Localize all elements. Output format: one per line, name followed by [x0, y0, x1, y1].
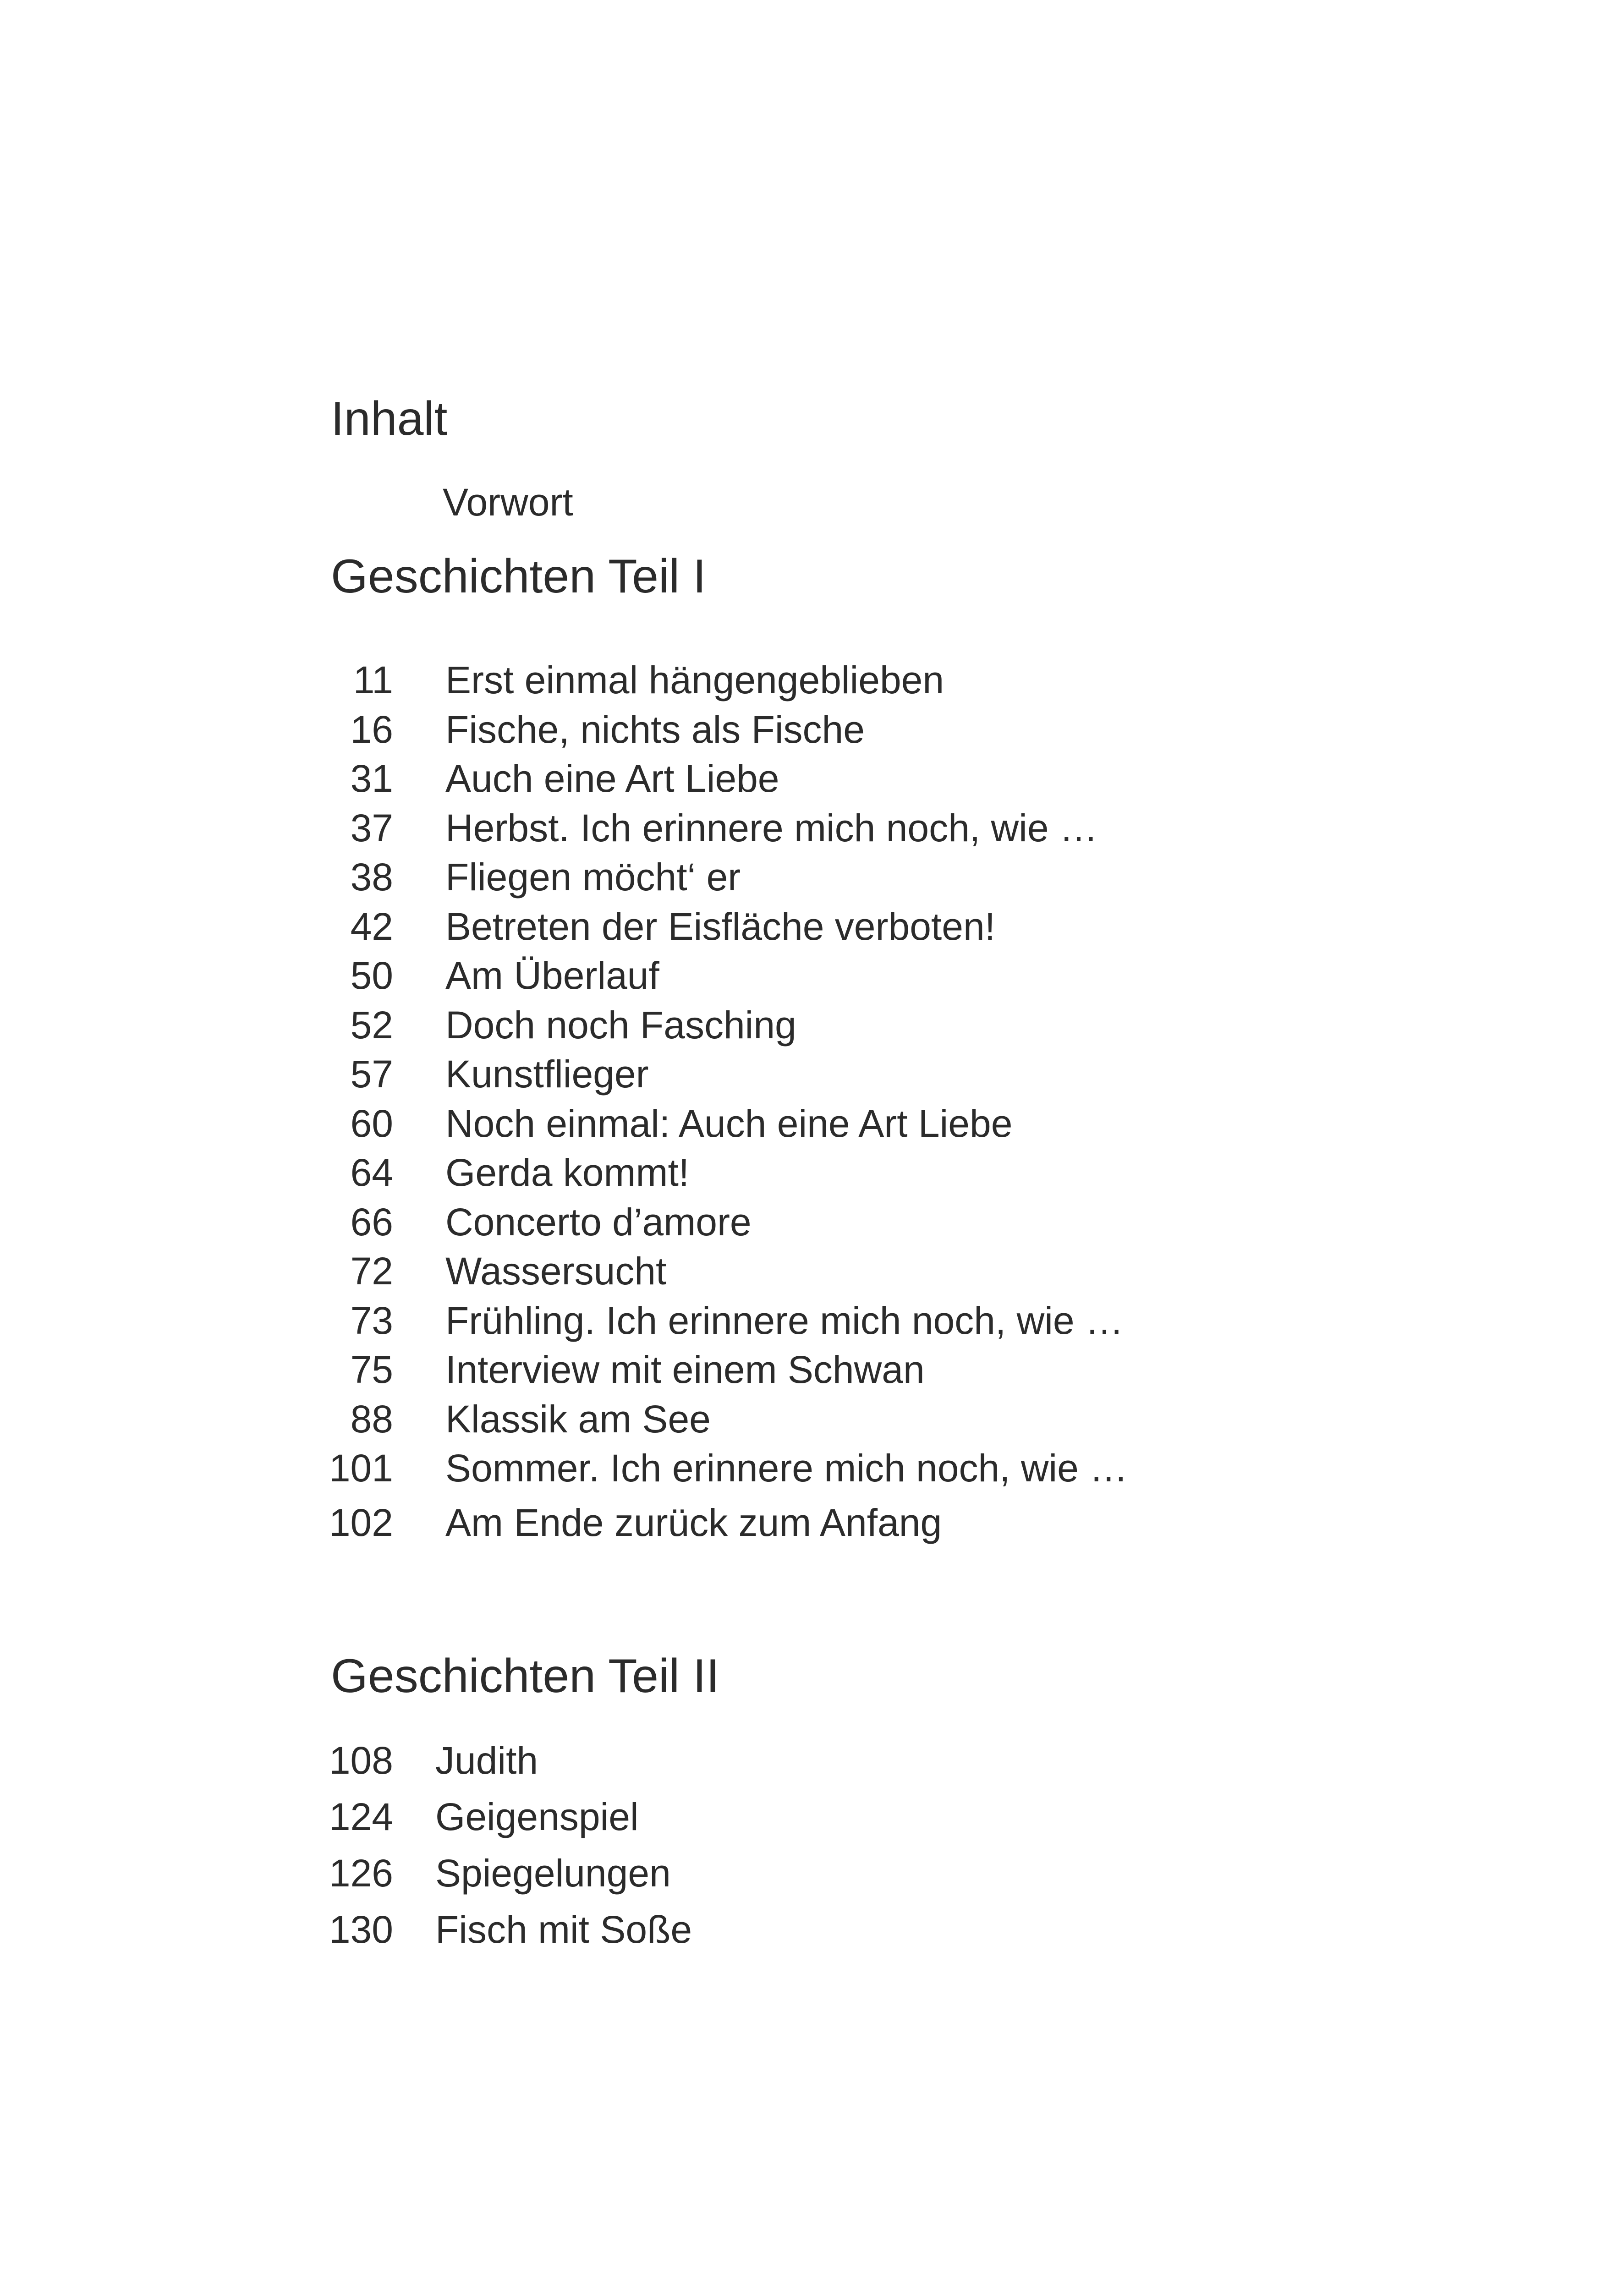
toc-entry: [0, 1795, 1624, 1854]
toc-list-part1: [0, 658, 1624, 1552]
toc-page-number: 72: [350, 1250, 393, 1293]
toc-entry: [0, 1854, 1624, 1910]
toc-entry: [0, 759, 1624, 809]
toc-page-number: 126: [329, 1852, 393, 1895]
toc-entry: [0, 855, 1624, 907]
toc-entry: [0, 707, 1624, 760]
toc-page-number: 50: [350, 954, 393, 997]
toc-entry-title: Geigenspiel: [435, 1795, 639, 1838]
toc-entry-title: Concerto d’amore: [445, 1200, 752, 1244]
toc-entry-title: Fische, nichts als Fische: [445, 707, 865, 751]
toc-entry-title: Klassik am See: [445, 1397, 711, 1441]
toc-entry: [0, 1252, 1624, 1301]
toc-entry: [0, 904, 1624, 957]
toc-entry-title: Auch eine Art Liebe: [445, 757, 779, 800]
toc-entry: [0, 1104, 1624, 1154]
toc-entry-title: Herbst. Ich erinnere mich noch, wie …: [445, 806, 1098, 850]
toc-entry-title: Kunstflieger: [445, 1052, 649, 1096]
toc-entry: [0, 1301, 1624, 1351]
toc-entry: [0, 1741, 1624, 1798]
toc-page-number: 102: [329, 1501, 393, 1544]
toc-entry-title: Betreten der Eisfläche verboten!: [445, 904, 996, 948]
toc-entry-preface: Vorwort: [443, 481, 573, 524]
section-heading-part2: Geschichten Teil II: [331, 1650, 719, 1703]
toc-entry-title: Fisch mit Soße: [435, 1908, 692, 1951]
toc-page-number: 88: [350, 1397, 393, 1441]
toc-entry-title: Gerda kommt!: [445, 1151, 690, 1194]
toc-page-number: 75: [350, 1348, 393, 1391]
toc-page-number: 16: [350, 707, 393, 751]
toc-entry: [0, 1503, 1624, 1553]
toc-page-number: 64: [350, 1151, 393, 1194]
toc-page-number: 31: [350, 757, 393, 800]
toc-page-number: 38: [350, 855, 393, 899]
toc-page-number: 37: [350, 806, 393, 850]
toc-entry-title: Judith: [435, 1739, 538, 1782]
toc-page-number: 57: [350, 1052, 393, 1096]
toc-entry-title: Sommer. Ich erinnere mich noch, wie …: [445, 1447, 1128, 1490]
toc-entry-title: Frühling. Ich erinnere mich noch, wie …: [445, 1299, 1124, 1342]
toc-page-number: 130: [329, 1908, 393, 1951]
toc-entry-title: Erst einmal hängengeblieben: [445, 658, 944, 702]
toc-page-number: 108: [329, 1739, 393, 1782]
toc-entry: [0, 658, 1624, 710]
page-title: Inhalt: [331, 392, 448, 445]
toc-page-number: 42: [350, 904, 393, 948]
toc-entry: [0, 1200, 1624, 1252]
toc-entry-title: Wassersucht: [445, 1250, 667, 1293]
toc-entry-title: Fliegen möcht‘ er: [445, 855, 741, 899]
toc-entry-title: Am Ende zurück zum Anfang: [445, 1501, 942, 1544]
toc-page-number: 11: [353, 658, 393, 702]
toc-page-number: 124: [329, 1795, 393, 1838]
toc-page-number: 52: [350, 1003, 393, 1047]
toc-entry-title: Noch einmal: Auch eine Art Liebe: [445, 1102, 1013, 1145]
toc-entry: [0, 1910, 1624, 1967]
toc-entry: [0, 1449, 1624, 1498]
toc-entry-title: Spiegelungen: [435, 1852, 671, 1895]
toc-entry: [0, 806, 1624, 858]
toc-entry: [0, 1397, 1624, 1449]
toc-entry: [0, 1052, 1624, 1104]
toc-entry-title: Am Überlauf: [445, 954, 659, 997]
toc-page-number: 101: [329, 1447, 393, 1490]
toc-entry-title: Doch noch Fasching: [445, 1003, 796, 1047]
toc-entry: [0, 1003, 1624, 1055]
toc-entry-title: Interview mit einem Schwan: [445, 1348, 925, 1391]
toc-page-number: 60: [350, 1102, 393, 1145]
section-heading-part1: Geschichten Teil I: [331, 550, 706, 603]
toc-page-number: 73: [350, 1299, 393, 1342]
toc-entry: [0, 1350, 1624, 1400]
toc-entry: [0, 956, 1624, 1006]
toc-entry: [0, 1153, 1624, 1203]
toc-list-part2: [0, 1741, 1624, 1967]
toc-page-number: 66: [350, 1200, 393, 1244]
